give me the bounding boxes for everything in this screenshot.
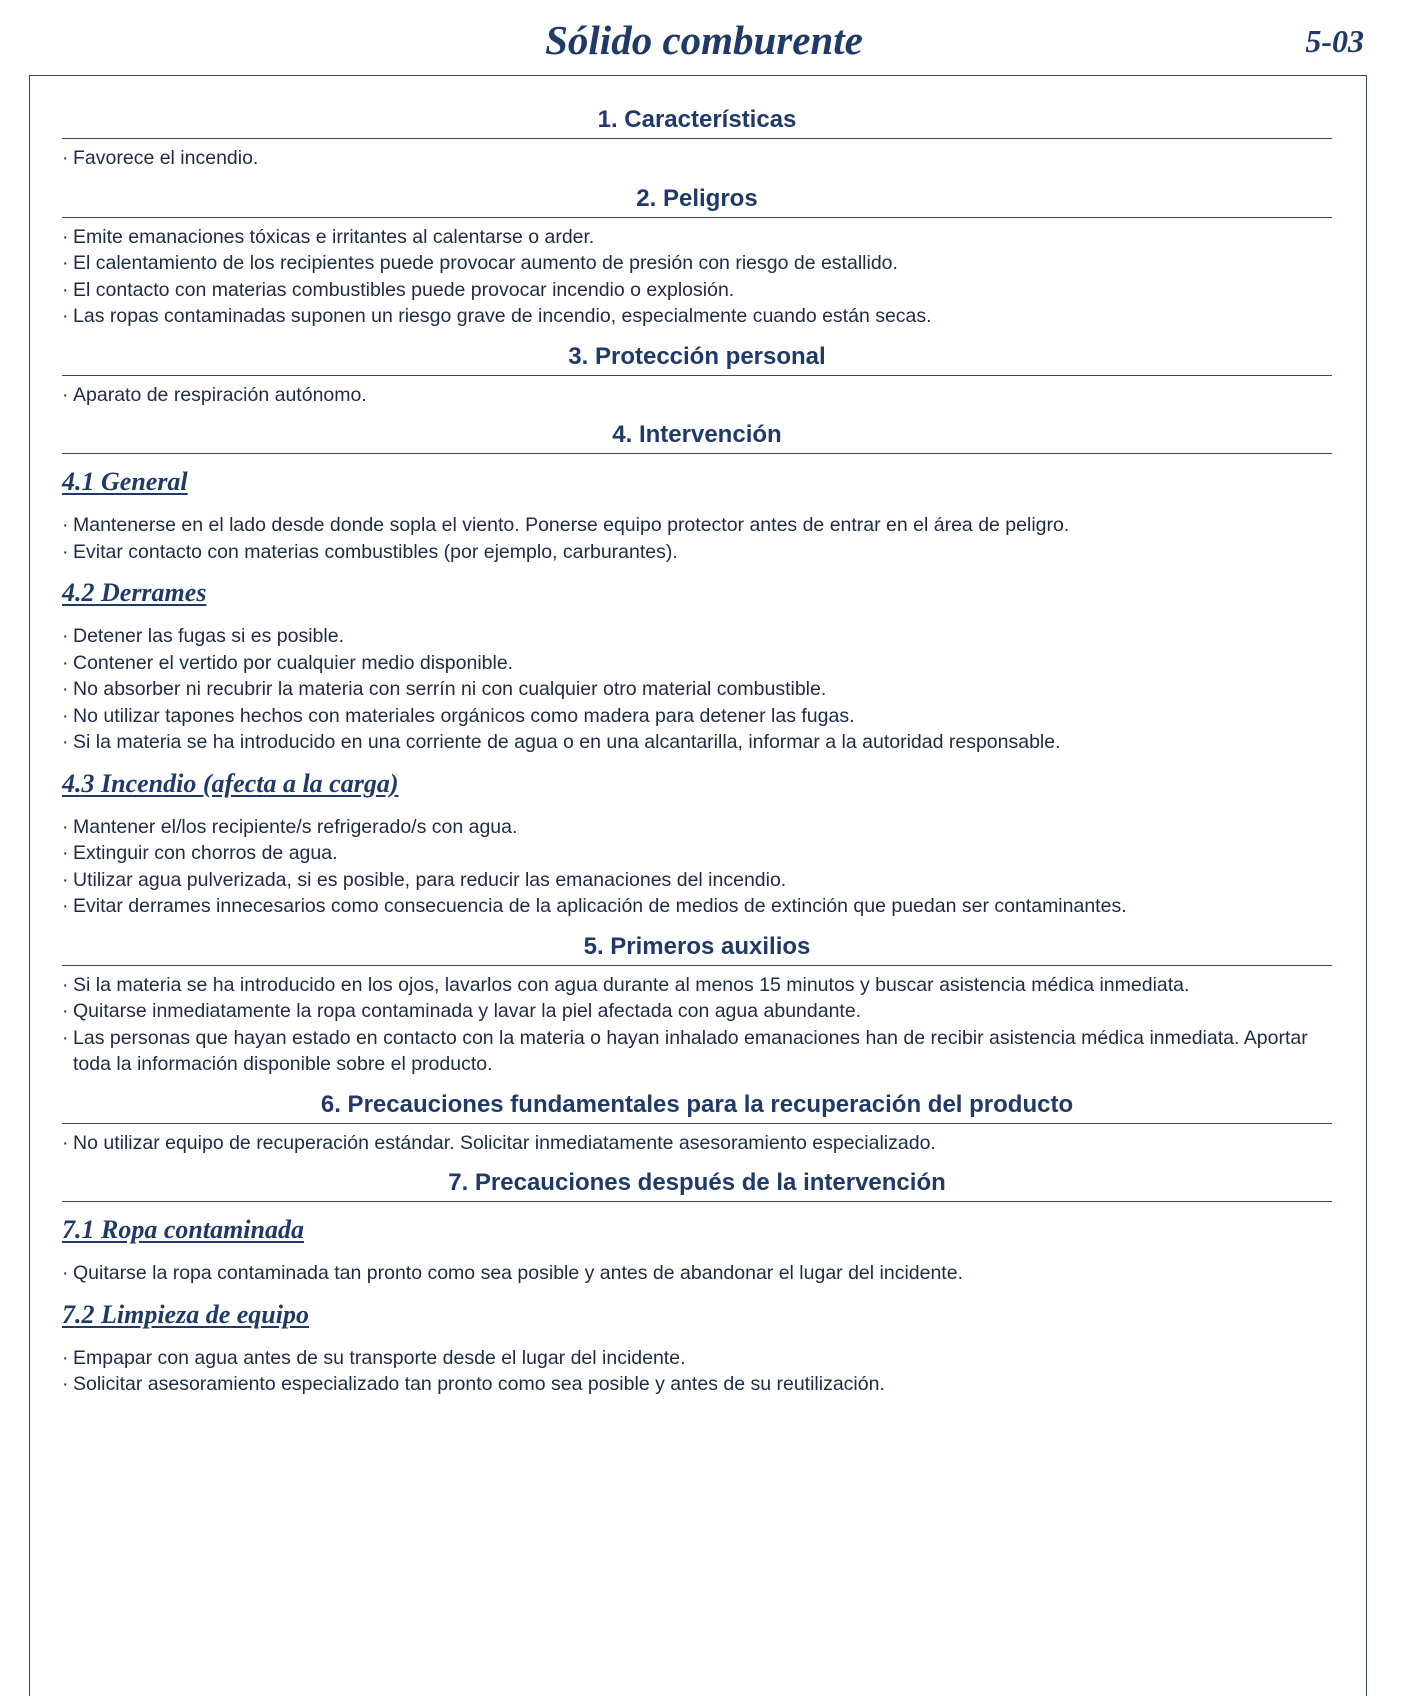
list-item-text: Si la materia se ha introducido en los ojos, lavarlos con agua durante al menos 15 minutos y buscar asistencia médica inmediata. <box>73 973 1190 996</box>
subsection-title: 4.3 Incendio (afecta a la carga) <box>62 768 399 798</box>
bullet-list <box>62 623 1332 756</box>
list-item-text: No absorber ni recubrir la materia con serrín ni con cualquier otro material combustible. <box>73 678 827 700</box>
list-item-text: Contener el vertido por cualquier medio disponible. <box>73 651 514 674</box>
document-body <box>62 104 1332 1398</box>
section-title: 3. Protección personal <box>62 341 1332 376</box>
list-item <box>62 303 1332 330</box>
section-title: 7. Precauciones después de la intervención <box>62 1167 1332 1202</box>
list-item <box>62 145 1332 172</box>
list-item <box>62 1260 1332 1287</box>
bullet-dot-icon: · <box>62 278 69 301</box>
bullet-dot-icon: · <box>62 305 69 327</box>
section-title: 4. Intervención <box>62 419 1332 454</box>
page-title: Sólido comburente <box>545 17 863 63</box>
list-item <box>62 893 1332 920</box>
list-item-text: Evitar derrames innecesarios como consecuencia de la aplicación de medios de extinción que puedan ser contaminantes. <box>73 895 1127 917</box>
list-item <box>62 867 1332 894</box>
bullet-list <box>62 1260 1332 1287</box>
subsection-title: 4.2 Derrames <box>62 578 207 607</box>
bullet-dot-icon: · <box>62 540 69 563</box>
bullet-list <box>62 224 1332 330</box>
list-item-text: Utilizar agua pulverizada, si es posible, para reducir las emanaciones del incendio. <box>73 868 787 891</box>
bullet-dot-icon: · <box>62 252 69 274</box>
list-item-text: Quitarse inmediatamente la ropa contaminada y lavar la piel afectada con agua abundante. <box>73 1000 862 1022</box>
list-item <box>62 277 1332 304</box>
list-item-text: Si la materia se ha introducido en una corriente de agua o en una alcantarilla, informar a la autoridad responsable. <box>73 731 1061 753</box>
bullet-dot-icon: · <box>62 868 69 891</box>
list-item <box>62 250 1332 277</box>
list-item-text: No utilizar equipo de recuperación estándar. Solicitar inmediatamente asesoramiento especializado. <box>73 1131 936 1154</box>
bullet-dot-icon: · <box>62 731 69 753</box>
list-item-text: No utilizar tapones hechos con materiales orgánicos como madera para detener las fugas. <box>73 704 855 727</box>
list-item <box>62 840 1332 867</box>
bullet-list <box>62 814 1332 920</box>
list-item-text: El calentamiento de los recipientes puede provocar aumento de presión con riesgo de estallido. <box>73 252 898 274</box>
bullet-dot-icon: · <box>62 383 69 406</box>
bullet-dot-icon: · <box>62 1026 69 1049</box>
subsection-title: 7.1 Ropa contaminada <box>62 1215 304 1244</box>
list-item <box>62 1130 1332 1157</box>
list-item-text: Detener las fugas si es posible. <box>73 625 344 647</box>
bullet-dot-icon: · <box>62 1346 69 1369</box>
bullet-dot-icon: · <box>62 651 69 674</box>
list-item <box>62 1025 1332 1078</box>
bullet-dot-icon: · <box>62 704 69 727</box>
bullet-list <box>62 382 1332 409</box>
list-item <box>62 512 1332 539</box>
section-title: 5. Primeros auxilios <box>62 931 1332 966</box>
list-item <box>62 729 1332 756</box>
list-item-text: Solicitar asesoramiento especializado tan pronto como sea posible y antes de su reutilización. <box>73 1373 885 1395</box>
bullet-dot-icon: · <box>62 1262 69 1284</box>
bullet-dot-icon: · <box>62 1131 69 1154</box>
section-title: 1. Características <box>62 104 1332 139</box>
bullet-dot-icon: · <box>62 842 69 864</box>
section-title: 2. Peligros <box>62 183 1332 218</box>
bullet-dot-icon: · <box>62 973 69 996</box>
list-item-text: Mantenerse en el lado desde donde sopla el viento. Ponerse equipo protector antes de entrar en el área de peligro. <box>73 514 1070 536</box>
list-item <box>62 382 1332 409</box>
bullet-list <box>62 972 1332 1078</box>
list-item <box>62 676 1332 703</box>
list-item <box>62 972 1332 999</box>
list-item-text: Las personas que hayan estado en contacto con la materia o hayan inhalado emanaciones han de recibir asistencia médica inmediata. Aportar toda la información disponible sobre el producto. <box>73 1026 1308 1075</box>
bullet-list <box>62 1130 1332 1157</box>
list-item <box>62 1371 1332 1398</box>
list-item <box>62 623 1332 650</box>
list-item <box>62 814 1332 841</box>
bullet-list <box>62 145 1332 172</box>
sheet-code: 5-03 <box>1305 23 1364 59</box>
bullet-list <box>62 512 1332 565</box>
bullet-list <box>62 1345 1332 1398</box>
bullet-dot-icon: · <box>62 1373 69 1395</box>
bullet-dot-icon: · <box>62 815 69 838</box>
list-item-text: Mantener el/los recipiente/s refrigerado/s con agua. <box>73 815 518 838</box>
bullet-dot-icon: · <box>62 895 69 917</box>
list-item-text: Empapar con agua antes de su transporte desde el lugar del incidente. <box>73 1346 686 1369</box>
bullet-dot-icon: · <box>62 514 69 536</box>
bullet-dot-icon: · <box>62 147 69 169</box>
list-item <box>62 1345 1332 1372</box>
subsection-title: 4.1 General <box>62 467 188 496</box>
section-title: 6. Precauciones fundamentales para la recuperación del producto <box>62 1089 1332 1124</box>
list-item-text: Aparato de respiración autónomo. <box>73 383 367 406</box>
bullet-dot-icon: · <box>62 225 69 248</box>
list-item <box>62 998 1332 1025</box>
bullet-dot-icon: · <box>62 1000 69 1022</box>
list-item <box>62 650 1332 677</box>
bullet-dot-icon: · <box>62 625 69 647</box>
list-item <box>62 224 1332 251</box>
list-item-text: Evitar contacto con materias combustibles (por ejemplo, carburantes). <box>73 540 678 563</box>
list-item-text: Favorece el incendio. <box>73 147 259 169</box>
bullet-dot-icon: · <box>62 678 69 700</box>
list-item-text: El contacto con materias combustibles puede provocar incendio o explosión. <box>73 278 735 301</box>
list-item-text: Quitarse la ropa contaminada tan pronto como sea posible y antes de abandonar el lugar del incidente. <box>73 1262 963 1284</box>
list-item-text: Las ropas contaminadas suponen un riesgo grave de incendio, especialmente cuando están secas. <box>73 305 932 327</box>
list-item <box>62 539 1332 566</box>
list-item-text: Extinguir con chorros de agua. <box>73 842 338 864</box>
subsection-title: 7.2 Limpieza de equipo <box>62 1299 309 1329</box>
list-item <box>62 703 1332 730</box>
list-item-text: Emite emanaciones tóxicas e irritantes al calentarse o arder. <box>73 225 595 248</box>
